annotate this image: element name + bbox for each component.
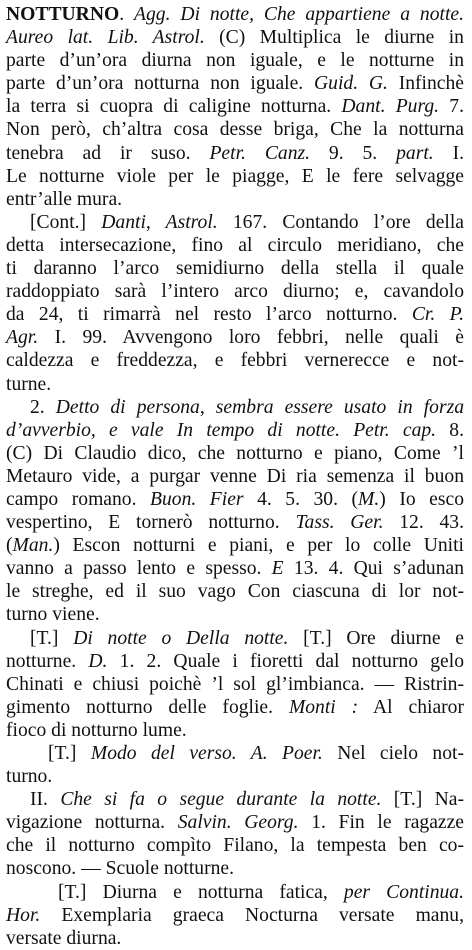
text-segment: turno.: [6, 766, 53, 788]
text-segment: la terra si cuopra di caligine notturna.: [6, 96, 342, 118]
text-segment: Nel cielo not-: [322, 743, 464, 764]
text-segment: Non però, ch’altra cosa desse briga, Che la notturna: [6, 119, 464, 141]
italic-text: E: [271, 558, 284, 580]
text-segment: [Cont.]: [30, 211, 102, 233]
italic-text: Agg. Di notte, Che appartiene a notte.: [134, 4, 464, 25]
text-segment: tenebra ad ir suso.: [6, 142, 210, 164]
text-line: [6, 696, 464, 719]
text-line: [6, 673, 464, 696]
text-segment: ) Escon notturni e piani, e per lo colle Uniti: [53, 535, 464, 557]
text-segment: da 24, ti rimarrà nel resto l’arco notturno.: [6, 304, 412, 326]
text-segment: Infinchè: [387, 73, 464, 95]
italic-text: Modo del verso. A. Poer.: [90, 743, 323, 764]
text-line: [6, 118, 464, 141]
text-line: [6, 373, 464, 396]
text-line: [6, 419, 464, 442]
text-segment: (C) Multiplica le diurne in: [204, 27, 464, 49]
text-line: [6, 142, 464, 165]
text-segment: Metauro vide, a purgar venne Di ria semenza il buon: [6, 465, 464, 487]
italic-text: Agr.: [6, 327, 39, 349]
text-segment: detta intersecazione, fino al circulo meridiano, che: [6, 234, 464, 256]
italic-text: Man.: [12, 535, 54, 557]
text-segment: notturne.: [6, 650, 89, 672]
text-segment: 1. Fin le ragazze: [298, 812, 464, 834]
text-segment: .: [119, 4, 135, 25]
italic-text: Buon. Fier: [150, 488, 244, 510]
text-segment: vanno a passo lento e spesso.: [6, 558, 272, 580]
text-line: [6, 257, 464, 280]
text-segment: (: [6, 535, 13, 557]
text-segment: 12. 43.: [383, 512, 464, 534]
text-line: [6, 788, 464, 811]
text-segment: le streghe, ed il suo vago Con ciascuna di lor not-: [6, 581, 464, 603]
italic-text: Guid. G.: [314, 73, 388, 95]
text-segment: [T.]: [30, 627, 74, 649]
text-line: [6, 904, 464, 927]
text-segment: gimento notturno delle foglie.: [6, 696, 289, 718]
text-segment: Exemplaria graeca Nocturna versate manu,: [40, 904, 464, 926]
text-segment: fioco di notturno lume.: [6, 719, 187, 741]
text-line: [6, 72, 464, 95]
italic-text: Aureo lat. Lib. Astrol.: [6, 27, 205, 49]
text-segment: 13. 4. Qui s’adunan: [283, 558, 464, 580]
text-segment: I.: [433, 142, 464, 164]
text-line: [6, 650, 464, 673]
text-segment: Le notturne viole per le piagge, E le fere selvagge: [6, 165, 464, 187]
text-segment: vespertino, E tornerò notturno.: [6, 512, 296, 534]
text-segment: 2.: [30, 396, 56, 418]
text-line: [6, 396, 464, 419]
italic-text: Dant. Purg.: [341, 96, 440, 118]
text-line: [6, 211, 464, 234]
italic-text: Tass. Ger.: [295, 512, 384, 534]
text-line: [6, 511, 464, 534]
italic-text: Che si fa o segue durante la notte.: [60, 789, 382, 811]
text-segment: [T.]: [48, 743, 91, 764]
text-segment: 9. 5.: [310, 142, 397, 164]
headword: NOTTURNO: [6, 4, 120, 25]
text-line: [6, 742, 464, 765]
text-line: [6, 3, 464, 26]
italic-text: Hor.: [6, 904, 41, 926]
text-line: [6, 326, 464, 349]
text-line: [6, 442, 464, 465]
text-segment: parte d’un’ora diurna non iguale, e le notturne in: [6, 50, 464, 72]
text-line: [6, 188, 464, 211]
text-line: [6, 811, 464, 834]
text-line: [6, 534, 464, 557]
text-segment: ti daranno l’arco semidiurno della stella il quale: [6, 258, 464, 280]
italic-text: per Continua.: [343, 881, 464, 903]
italic-text: M.: [358, 488, 380, 510]
text-segment: 7.: [439, 96, 464, 118]
text-segment: [T.] Ore diurne e: [288, 627, 464, 649]
text-line: [6, 26, 464, 49]
text-line: [6, 765, 464, 788]
text-segment: turno viene.: [6, 604, 100, 626]
text-segment: ) Io esco: [379, 488, 464, 510]
italic-text: Salvin. Georg.: [177, 812, 299, 834]
text-line: [6, 234, 464, 257]
text-segment: turne.: [6, 373, 52, 395]
italic-text: Danti, Astrol.: [101, 211, 218, 233]
text-line: [6, 165, 464, 188]
text-segment: [T.] Na-: [381, 789, 464, 811]
text-line: [6, 857, 464, 880]
italic-text: Detto di persona, sembra essere usato in forza: [55, 396, 465, 418]
text-line: [6, 349, 464, 372]
text-line: [6, 603, 464, 626]
text-line: [6, 627, 464, 650]
italic-text: part.: [396, 142, 434, 164]
text-segment: [T.] Diurna e notturna fatica,: [58, 881, 344, 903]
text-segment: parte d’un’ora notturna non iguale.: [6, 73, 314, 95]
text-line: [6, 834, 464, 857]
text-segment: entr’alle mura.: [6, 188, 123, 210]
italic-text: Di notte o Della notte.: [73, 627, 289, 649]
text-line: [6, 927, 464, 950]
text-segment: Al chiaror: [358, 696, 464, 718]
text-segment: campo romano.: [6, 488, 151, 510]
text-line: [6, 280, 464, 303]
text-segment: 1. 2. Quale i fioretti dal notturno gelo: [107, 650, 464, 672]
italic-text: Monti :: [288, 696, 359, 718]
text-line: [6, 488, 464, 511]
text-line: [6, 465, 464, 488]
text-segment: caldezza e freddezza, e febbri vernerecce e not-: [6, 350, 464, 372]
italic-text: Cr. P.: [411, 304, 464, 326]
text-segment: II.: [30, 789, 61, 811]
italic-text: Petr. Canz.: [209, 142, 311, 164]
text-line: [6, 303, 464, 326]
italic-text: D.: [88, 650, 108, 672]
text-line: [6, 49, 464, 72]
text-segment: 8.: [436, 419, 464, 441]
text-segment: che il notturno compìto Filano, la tempesta ben co-: [6, 835, 464, 857]
text-line: [6, 95, 464, 118]
text-segment: vigazione notturna.: [6, 812, 178, 834]
text-segment: (C) Di Claudio dico, che notturno e piano, Come ’l: [6, 442, 464, 464]
text-segment: noscono. — Scuole notturne.: [6, 858, 235, 880]
text-line: [6, 719, 464, 742]
text-segment: Chinati e chiusi poichè ’l sol gl’imbianca. — Ristrin-: [6, 673, 464, 695]
text-segment: 4. 5. 30. (: [243, 488, 359, 510]
text-segment: versate diurna.: [6, 927, 122, 949]
text-segment: I. 99. Avvengono loro febbri, nelle quali è: [38, 327, 464, 349]
text-line: [6, 557, 464, 580]
text-line: [6, 881, 464, 904]
text-line: [6, 580, 464, 603]
text-segment: raddoppiato sarà l’intero arco diurno; e, cavandolo: [6, 281, 464, 303]
text-segment: 167. Contando l’ore della: [217, 211, 464, 233]
italic-text: d’avverbio, e vale In tempo di notte. Petr. cap.: [6, 419, 437, 441]
